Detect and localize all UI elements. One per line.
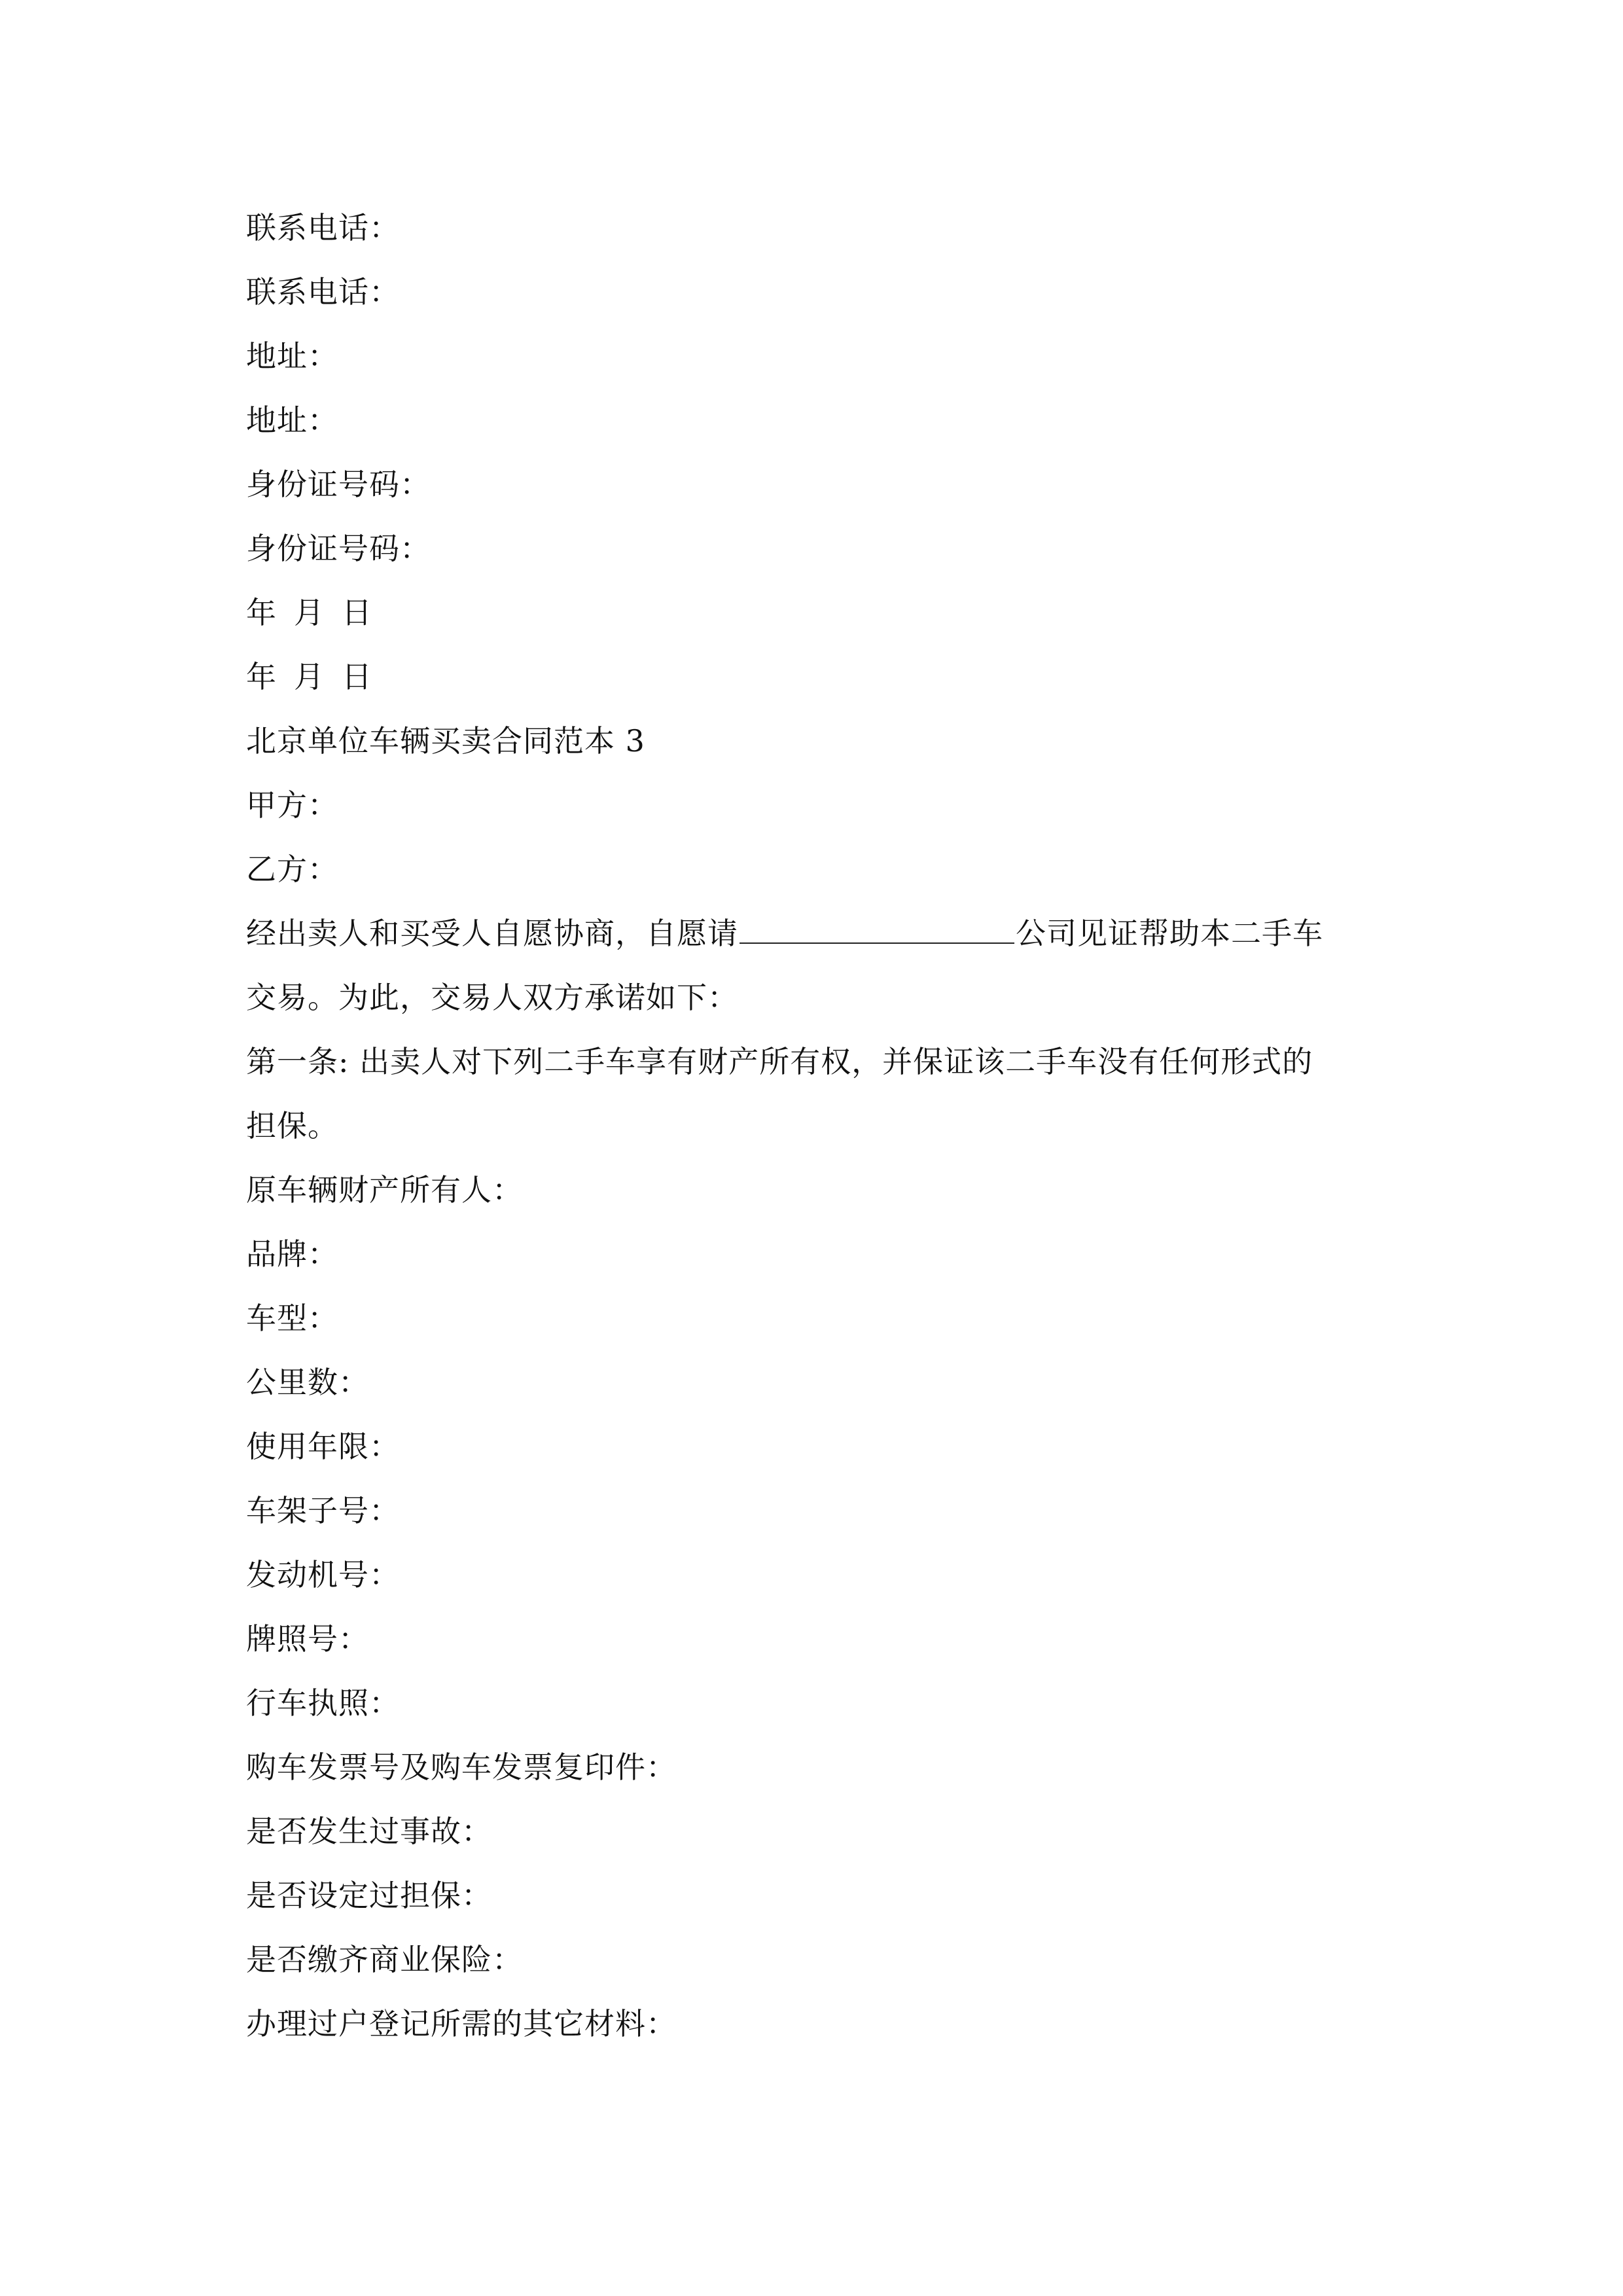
- field-model: 车型：: [246, 1300, 338, 1336]
- field-original-owner: 原车辆财产所有人：: [246, 1172, 523, 1208]
- day-label: 日: [342, 659, 372, 694]
- id-number-label: 身份证号码：: [246, 531, 431, 566]
- date-line: [246, 593, 372, 632]
- year-label: 年: [246, 659, 277, 694]
- field-other-materials: 办理过户登记所需的其它材料：: [246, 2006, 677, 2041]
- field-driving-license: 行车执照：: [246, 1685, 400, 1721]
- month-label: 月: [294, 659, 325, 694]
- field-insurance: 是否缴齐商业保险：: [246, 1942, 523, 1977]
- id-number-label: 身份证号码：: [246, 467, 431, 502]
- date-line: [246, 657, 372, 696]
- party-b-label: 乙方：: [246, 852, 338, 887]
- article-1-line-2: 担保。: [246, 1108, 338, 1143]
- party-a-label: 甲方：: [246, 787, 338, 823]
- address-label: 地址：: [246, 338, 338, 374]
- contact-phone-label: 联系电话：: [246, 210, 400, 245]
- field-accident: 是否发生过事故：: [246, 1814, 492, 1849]
- field-frame-number: 车架子号：: [246, 1493, 400, 1528]
- day-label: 日: [342, 595, 372, 630]
- intro-text-before: 经出卖人和买受人自愿协商，自愿请: [246, 916, 738, 951]
- intro-paragraph-line-2: 交易。为此，交易人双方承诺如下：: [246, 980, 738, 1015]
- article-1-line-1: 第一条: 出卖人对下列二手车享有财产所有权，并保证该二手车没有任何形式的: [246, 1044, 1313, 1079]
- field-invoice: 购车发票号及购车发票复印件：: [246, 1749, 677, 1785]
- month-label: 月: [294, 595, 325, 630]
- contract-title: 北京单位车辆买卖合同范本 3: [246, 723, 645, 759]
- field-service-years: 使用年限：: [246, 1429, 400, 1464]
- intro-text-after: 公司见证帮助本二手车: [1016, 916, 1323, 951]
- field-plate-number: 牌照号：: [246, 1621, 369, 1657]
- contact-phone-label: 联系电话：: [246, 274, 400, 310]
- field-engine-number: 发动机号：: [246, 1557, 400, 1592]
- field-mileage: 公里数：: [246, 1365, 369, 1400]
- address-label: 地址：: [246, 403, 338, 438]
- intro-paragraph-line-1: [246, 914, 1323, 953]
- field-guarantee: 是否设定过担保：: [246, 1878, 492, 1913]
- year-label: 年: [246, 595, 277, 630]
- company-blank: [740, 916, 1014, 944]
- field-brand: 品牌：: [246, 1236, 338, 1272]
